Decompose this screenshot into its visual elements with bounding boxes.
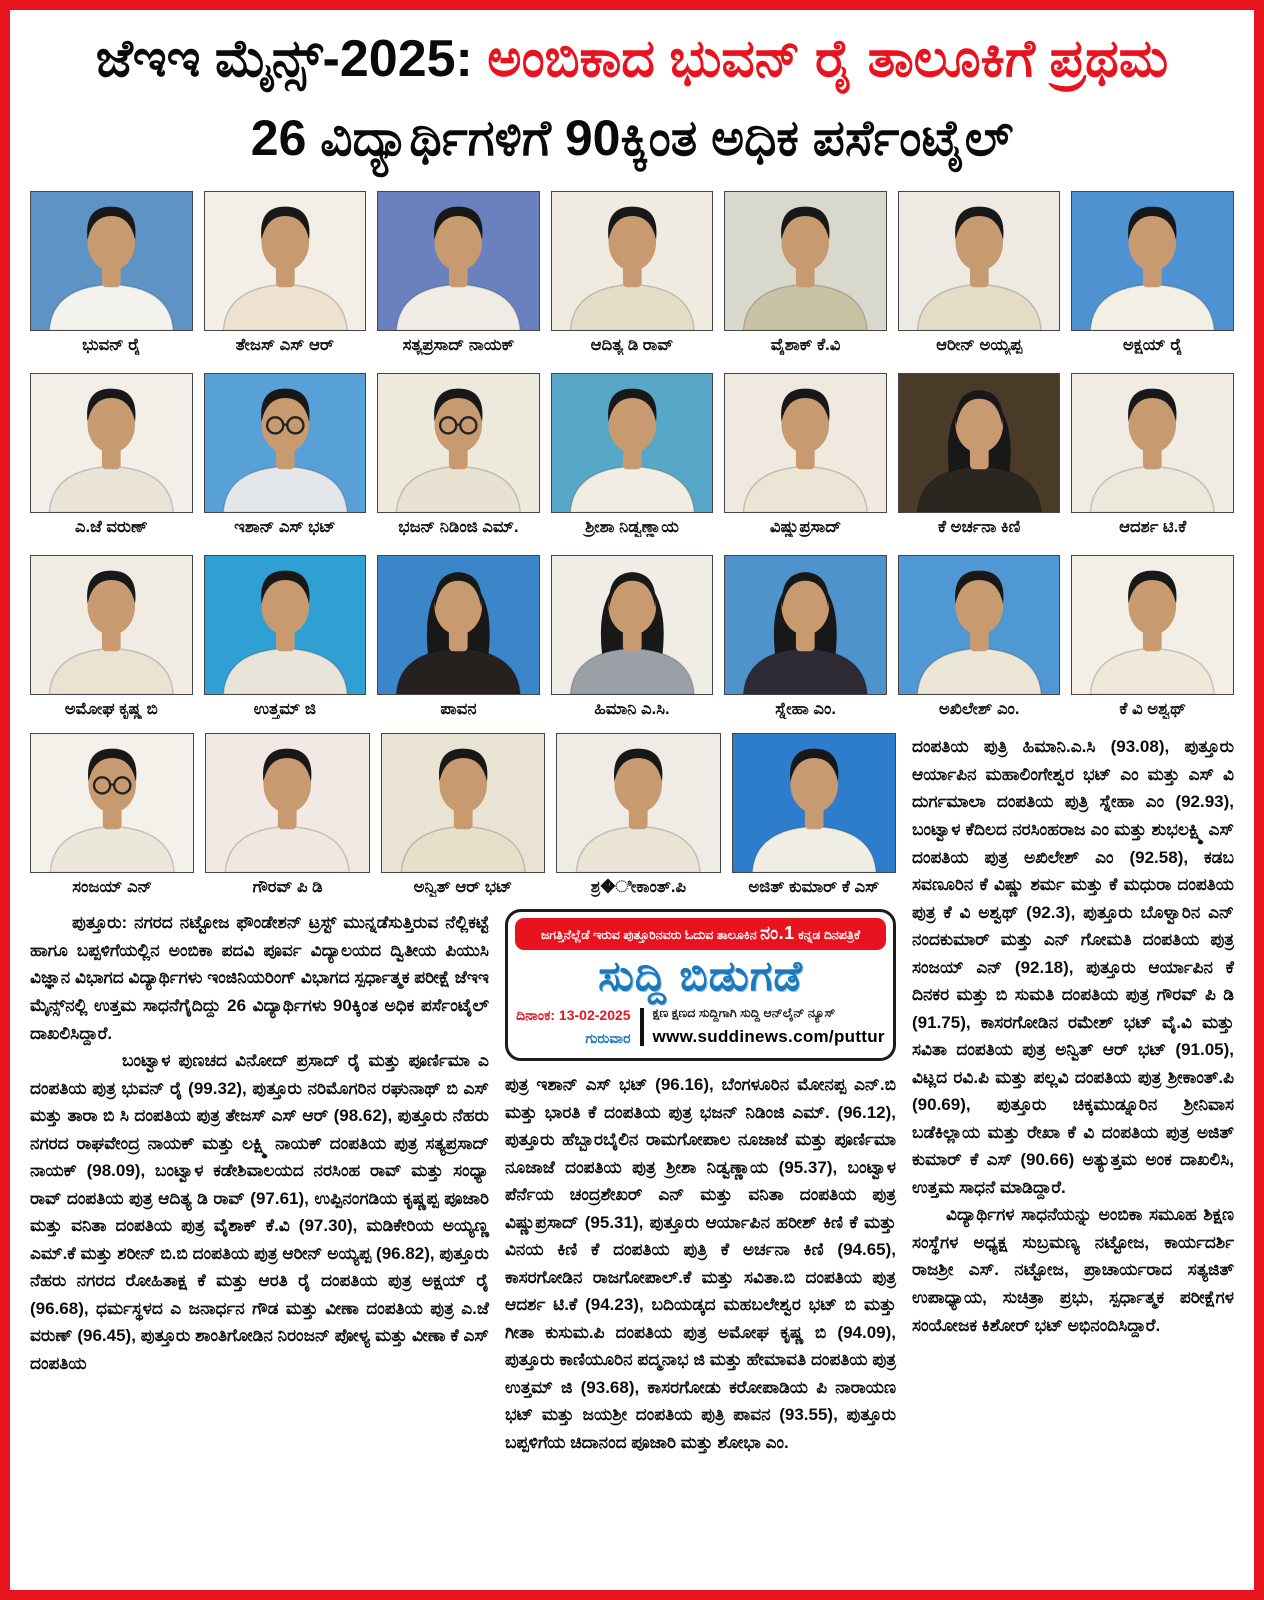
student-name: ಆರೀನ್ ಅಯ್ಯಪ್ಪ	[936, 336, 1023, 355]
student-photo	[724, 373, 887, 513]
student-photo-cell	[898, 373, 1061, 537]
student-name: ಪಾವನ	[440, 700, 477, 719]
student-photo-cell	[1071, 555, 1234, 719]
person-icon	[378, 198, 539, 330]
person-icon	[378, 562, 539, 694]
person-icon	[899, 562, 1060, 694]
person-icon	[31, 198, 192, 330]
student-name: ಅಖಿಲೇಶ್ ಎಂ.	[938, 700, 1020, 719]
student-photo-cell	[377, 555, 540, 719]
student-photo-cell	[551, 555, 714, 719]
student-photo	[204, 191, 367, 331]
student-photo	[551, 373, 714, 513]
student-photo	[1071, 373, 1234, 513]
body-text-columns	[30, 909, 896, 1456]
person-icon	[725, 198, 886, 330]
student-photo	[556, 733, 720, 873]
person-icon	[1072, 198, 1233, 330]
student-photo	[724, 191, 887, 331]
student-photo	[377, 555, 540, 695]
student-photo-cell	[30, 373, 193, 537]
student-photo	[30, 191, 193, 331]
student-photo-cell	[381, 733, 545, 897]
student-photo-cell	[732, 733, 896, 897]
student-photo	[204, 373, 367, 513]
student-name: ಸತ್ಯಪ್ರಸಾದ್ ನಾಯಕ್	[402, 336, 515, 355]
student-photo	[551, 555, 714, 695]
student-name: ಸ್ನೇಹಾ ಎಂ.	[775, 700, 836, 719]
student-name: ಭಜನ್ ನಿಡಿಂಜಿ ಎಮ್.	[398, 518, 519, 537]
body-column-left	[30, 909, 489, 1456]
student-name: ವೈಶಾಕ್ ಕೆ.ವಿ	[770, 336, 841, 355]
photo-grid-row-1	[30, 191, 1234, 355]
student-photo	[898, 373, 1061, 513]
paragraph-congrats: ವಿದ್ಯಾರ್ಥಿಗಳ ಸಾಧನೆಯನ್ನು ಅಂಬಿಕಾ ಸಮೂಹ ಶಿಕ್ಷಣ ಸಂಸ್ಥೆಗಳ ಅಧ್ಯಕ್ಷ ಸುಬ್ರಮಣ್ಯ ನಟ್ಟೋಜ, ಕಾರ್ಯದರ್ಶಿ ರಾಜಶ್ರೀ ಎಸ್. ನಟ್ಟೋಜ, ಪ್ರಾಚಾರ್ಯರಾದ ಸತ್ಯಜಿತ್ ಉಪಾಧ್ಯಾಯ, ಸುಚಿತ್ರಾ ಪ್ರಭು, ಸ್ಪರ್ಧಾತ್ಮಕ ಪರೀಕ್ಷೆಗಳ ಸಂಯೋಜಕ ಕಿಶೋರ್ ಭಟ್ ಅಭಿನಂದಿಸಿದ್ದಾರೆ.	[912, 1205, 1234, 1335]
student-photo-cell	[1071, 373, 1234, 537]
newspaper-masthead: ಸುದ್ದಿ ಬಿಡುಗಡೆ	[598, 951, 803, 999]
student-name: ಗೌರವ್ ಪಿ ಡಿ	[252, 878, 323, 897]
student-photo	[205, 733, 369, 873]
photo-grid-row-2	[30, 373, 1234, 537]
headline-line1-black: ಜೆಇಇ ಮೈನ್ಸ್-2025:	[95, 30, 473, 88]
student-name: ಅನ್ವಿತ್ ಆರ್ ಭಟ್	[413, 878, 513, 897]
student-name: ಆದಿತ್ಯ ಡಿ ರಾವ್	[590, 336, 674, 355]
headline-line1	[30, 22, 1234, 97]
person-icon	[378, 380, 539, 512]
student-name: ಆದರ್ಶ ಟಿ.ಕೆ	[1119, 518, 1187, 537]
student-photo-cell	[205, 733, 369, 897]
headline-line1-red: ಅಂಬಿಕಾದ ಭುವನ್ ರೈ ತಾಲೂಕಿಗೆ ಪ್ರಥಮ	[472, 30, 1169, 88]
headline-line2: 26 ವಿದ್ಯಾರ್ಥಿಗಳಿಗೆ 90ಕ್ಕಿಂತ ಅಧಿಕ ಪರ್ಸೆಂಟೈಲ್	[250, 110, 1014, 167]
student-photo	[898, 191, 1061, 331]
student-photo-cell	[551, 373, 714, 537]
bottom-left-area	[30, 733, 896, 1456]
student-photo-cell	[724, 555, 887, 719]
student-photo	[30, 373, 193, 513]
body-column-middle	[505, 909, 896, 1456]
person-icon	[899, 380, 1060, 512]
paragraph-intro: ಪುತ್ತೂರು: ನಗರದ ನಟ್ಟೋಜ ಫೌಂಡೇಶನ್ ಟ್ರಸ್ಟ್ ಮುನ್ನಡೆಸುತ್ತಿರುವ ನೆಲ್ಲಿಕಟ್ಟೆ ಹಾಗೂ ಬಪ್ಪಳಿಗೆಯಲ್ಲಿನ ಅಂಬಿಕಾ ಪದವಿ ಪೂರ್ವ ವಿದ್ಯಾಲಯದ ದ್ವಿತೀಯ ಪಿಯುಸಿ ವಿಜ್ಞಾನ ವಿಭಾಗದ ವಿದ್ಯಾರ್ಥಿಗಳು ಇಂಜಿನಿಯರಿಂಗ್ ವಿಭಾಗದ ಸ್ಪರ್ಧಾತ್ಮಕ ಪರೀಕ್ಷೆ ಜೆಇಇ ಮೈನ್ಸ್‌ನಲ್ಲಿ ಉತ್ತಮ ಸಾಧನೆಗೈದಿದ್ದು 26 ವಿದ್ಯಾರ್ಥಿಗಳು 90ಕ್ಕಿಂತ ಅಧಿಕ ಪರ್ಸೆಂಟೈಲ್ ದಾಖಲಿಸಿದ್ದಾರೆ.	[30, 913, 489, 1043]
student-photo	[377, 191, 540, 331]
student-name: ಶ್ರ�ೀಕಾಂತ್.ಪಿ	[590, 878, 687, 897]
student-photo-cell	[1071, 191, 1234, 355]
logo-banner-text-post: ಕನ್ನಡ ದಿನಪತ್ರಿಕೆ	[794, 928, 861, 943]
student-name: ಅಕ್ಷಯ್ ರೈ	[1122, 336, 1183, 355]
logo-tagline-block	[653, 1003, 885, 1051]
student-photo-cell	[30, 555, 193, 719]
student-photo	[30, 733, 194, 873]
logo-day: ಗುರುವಾರ	[585, 1030, 631, 1047]
student-name: ಉತ್ತಮ್ ಜಿ	[253, 700, 316, 719]
person-icon	[552, 198, 713, 330]
logo-tagline: ಕ್ಷಣ ಕ್ಷಣದ ಸುದ್ದಿಗಾಗಿ ಸುದ್ದಿ ಆನ್‌ಲೈನ್ ನ್ಯೂಸ್	[652, 1006, 836, 1021]
person-icon	[205, 198, 366, 330]
student-name: ವಿಷ್ಣುಪ್ರಸಾದ್	[769, 518, 842, 537]
student-photo-cell	[551, 191, 714, 355]
logo-date-block	[516, 1004, 630, 1049]
student-name: ಕೆ ವಿ ಅಶ್ವಥ್	[1119, 700, 1187, 719]
person-icon	[899, 198, 1060, 330]
paragraph-results-3: ದಂಪತಿಯ ಪುತ್ರಿ ಹಿಮಾನಿ.ಎ.ಸಿ (93.08), ಪುತ್ತೂರು ಆರ್ಯಾಪಿನ ಮಹಾಲಿಂಗೇಶ್ವರ ಭಟ್ ಎಂ ಮತ್ತು ಎಸ್ ವಿ ದುರ್ಗಮಾಲಾ ದಂಪತಿಯ ಪುತ್ರಿ ಸ್ನೇಹಾ ಎಂ (92.93), ಬಂಟ್ವಾಳ ಕೆದಿಲದ ನರಸಿಂಹರಾಜ ಎಂ ಮತ್ತು ಶುಭಲಕ್ಷ್ಮಿ ಎಸ್ ದಂಪತಿಯ ಪುತ್ರ ಅಖಿಲೇಶ್ ಎಂ (92.58), ಕಡಬ ಸವಣೂರಿನ ಕೆ ವಿಷ್ಣು ಶರ್ಮ ಮತ್ತು ಕೆ ಮಧುರಾ ದಂಪತಿಯ ಪುತ್ರ ಕೆ ವಿ ಅಶ್ವಥ್ (92.3), ಪುತ್ತೂರು ಬೊಳ್ವಾರಿನ ಎನ್ ನಂದಕುಮಾರ್ ಮತ್ತು ಎನ್ ಗೋಮತಿ ದಂಪತಿಯ ಪುತ್ರ ಸಂಜಯ್ ಎನ್ (92.18), ಪುತ್ತೂರು ಆರ್ಯಾಪಿನ ಕೆ ದಿನಕರ ಮತ್ತು ಬಿ ಸುಮತಿ ದಂಪತಿಯ ಪುತ್ರ ಗೌರವ್ ಪಿ ಡಿ (91.75), ಕಾಸರಗೋಡಿನ ರಮೇಶ್ ಭಟ್ ವೈ.ವಿ ಮತ್ತು ಸವಿತಾ ದಂಪತಿಯ ಪುತ್ರ ಅನ್ವಿತ್ ಆರ್ ಭಟ್ (91.05), ವಿಟ್ಲದ ರವಿ.ಪಿ ಮತ್ತು ಪಲ್ಲವಿ ದಂಪತಿಯ ಪುತ್ರ ಶ್ರೀಕಾಂತ್.ಪಿ (90.69), ಪುತ್ತೂರು ಚಿಕ್ಕಮುಡ್ನೂರಿನ ಶ್ರೀನಿವಾಸ ಬಡೆಕಿಲ್ಲಾಯ ಮತ್ತು ರೇಖಾ ಕೆ ವಿ ದಂಪತಿಯ ಪುತ್ರ ಅಜಿತ್ ಕುಮಾರ್ ಕೆ ಎಸ್ (90.66) ಅತ್ಯುತ್ತಮ ಅಂಕ ದಾಖಲಿಸಿ, ಉತ್ತಮ ಸಾಧನೆ ಮಾಡಿದ್ದಾರೆ.	[912, 737, 1234, 1197]
student-name: ಇಶಾನ್ ಎಸ್ ಭಟ್	[234, 518, 336, 537]
student-photo-cell	[556, 733, 720, 897]
logo-bottom-row	[515, 1003, 886, 1051]
student-name: ಅಮೋಘ ಕೃಷ್ಣ ಬಿ	[64, 700, 158, 719]
student-photo-cell	[30, 733, 194, 897]
person-icon	[725, 380, 886, 512]
student-name: ಎ.ಜೆ ವರುಣ್	[74, 518, 148, 537]
student-photo-cell	[724, 191, 887, 355]
student-photo	[1071, 191, 1234, 331]
person-icon	[557, 740, 719, 872]
logo-website-url: www.suddinews.com/puttur	[652, 1027, 885, 1047]
headline	[30, 22, 1234, 173]
student-photo	[1071, 555, 1234, 695]
newspaper-logo-box	[505, 909, 896, 1061]
person-icon	[205, 380, 366, 512]
person-icon	[552, 562, 713, 694]
student-photo-cell	[898, 191, 1061, 355]
logo-banner	[515, 918, 886, 950]
student-name: ಅಜಿತ್ ಕುಮಾರ್ ಕೆ ಎಸ್	[748, 878, 880, 897]
person-icon	[31, 740, 193, 872]
person-icon	[382, 740, 544, 872]
logo-divider	[640, 1008, 644, 1046]
student-name: ಹಿಮಾನಿ ಎ.ಸಿ.	[594, 700, 670, 719]
logo-banner-no1: ನಂ.1	[760, 923, 795, 944]
student-photo	[898, 555, 1061, 695]
student-name: ಶ್ರೀಶಾ ನಿಡ್ವಣ್ಣಾಯ	[585, 518, 679, 537]
bottom-section	[30, 733, 1234, 1456]
student-photo-cell	[377, 191, 540, 355]
student-photo-cell	[204, 555, 367, 719]
student-photo-cell	[377, 373, 540, 537]
student-photo-cell	[30, 191, 193, 355]
student-photo-cell	[898, 555, 1061, 719]
student-photo	[204, 555, 367, 695]
student-photo-cell	[204, 373, 367, 537]
person-icon	[725, 562, 886, 694]
logo-banner-text-pre: ಜಗತ್ತಿನೆಲ್ಲೆಡೆ ಇರುವ ಪುತ್ತೂರಿನವರು ಓದುವ ತಾಲೂಕಿನ	[540, 928, 761, 943]
person-icon	[1072, 562, 1233, 694]
photo-grid-row-3	[30, 555, 1234, 719]
person-icon	[733, 740, 895, 872]
student-name: ಸಂಜಯ್ ಎನ್	[72, 878, 153, 897]
person-icon	[31, 562, 192, 694]
photo-grid-row-4	[30, 733, 896, 897]
person-icon	[1072, 380, 1233, 512]
student-photo	[732, 733, 896, 873]
logo-date: ದಿನಾಂಕ: 13-02-2025	[516, 1007, 631, 1024]
student-photo	[724, 555, 887, 695]
paragraph-results-2: ಪುತ್ರ ಇಶಾನ್ ಎಸ್ ಭಟ್ (96.16), ಬೆಂಗಳೂರಿನ ಮೋನಪ್ಪ ಎನ್.ಬಿ ಮತ್ತು ಭಾರತಿ ಕೆ ದಂಪತಿಯ ಪುತ್ರ ಭಜನ್ ನಿಡಿಂಜಿ ಎಮ್. (96.12), ಪುತ್ತೂರು ಹೆಬ್ಬಾರಬೈಲಿನ ರಾಮಗೋಪಾಲ ನೂಜಾಜೆ ಮತ್ತು ಪೂರ್ಣಿಮಾ ನೂಜಾಜೆ ದಂಪತಿಯ ಪುತ್ರ ಶ್ರೀಶಾ ನಿಡ್ವಣ್ಣಾಯ (95.37), ಬಂಟ್ವಾಳ ಪೆರ್ನೆಯ ಚಂದ್ರಶೇಖರ್ ಎನ್ ಮತ್ತು ವನಿತಾ ದಂಪತಿಯ ಪುತ್ರ ವಿಷ್ಣುಪ್ರಸಾದ್ (95.31), ಪುತ್ತೂರು ಆರ್ಯಾಪಿನ ಹರೀಶ್ ಕಿಣಿ ಕೆ ಮತ್ತು ವಿನಯ ಕಿಣಿ ಕೆ ದಂಪತಿಯ ಪುತ್ರಿ ಕೆ ಅರ್ಚನಾ ಕಿಣಿ (94.65), ಕಾಸರಗೋಡಿನ ರಾಜಗೋಪಾಲ್.ಕೆ ಮತ್ತು ಸವಿತಾ.ಬಿ ದಂಪತಿಯ ಪುತ್ರ ಆದರ್ಶ ಟಿ.ಕೆ (94.23), ಬದಿಯಡ್ಕದ ಮಹಬಲೇಶ್ವರ ಭಟ್ ಬಿ ಮತ್ತು ಗೀತಾ ಕುಸುಮ.ಪಿ ದಂಪತಿಯ ಪುತ್ರ ಅಮೋಘ ಕೃಷ್ಣ ಬಿ (94.09), ಪುತ್ತೂರು ಕಾಣಿಯೂರಿನ ಪದ್ಮನಾಭ ಜಿ ಮತ್ತು ಹೇಮಾವತಿ ದಂಪತಿಯ ಪುತ್ರ ಉತ್ತಮ್ ಜಿ (93.68), ಕಾಸರಗೋಡು ಕರೋಪಾಡಿಯ ಪಿ ನಾರಾಯಣ ಭಟ್ ಮತ್ತು ಜಯಶ್ರೀ ದಂಪತಿಯ ಪುತ್ರಿ ಪಾವನ (93.55), ಪುತ್ತೂರು ಬಪ್ಪಳಿಗೆಯ ಚಿದಾನಂದ ಪೂಜಾರಿ ಮತ್ತು ಶೋಭಾ ಎಂ.	[504, 1074, 896, 1452]
person-icon	[205, 562, 366, 694]
student-name: ಕೆ ಅರ್ಚನಾ ಕಿಣಿ	[937, 518, 1021, 537]
paragraph-results-1: ಬಂಟ್ವಾಳ ಪುಣಚದ ವಿನೋದ್ ಪ್ರಸಾದ್ ರೈ ಮತ್ತು ಪೂರ್ಣಿಮಾ ಎ ದಂಪತಿಯ ಪುತ್ರ ಭುವನ್ ರೈ (99.32), ಪುತ್ತೂರು ನರಿಮೊಗರಿನ ರಘುನಾಥ್ ಬಿ ಎಸ್ ಮತ್ತು ತಾರಾ ಬಿ ಸಿ ದಂಪತಿಯ ಪುತ್ರ ತೇಜಸ್ ಎಸ್ ಆರ್ (98.62), ಪುತ್ತೂರು ನೆಹರು ನಗರದ ರಾಘವೇಂದ್ರ ನಾಯಕ್ ಮತ್ತು ಲಕ್ಷ್ಮಿ ನಾಯಕ್ ದಂಪತಿಯ ಪುತ್ರ ಸತ್ಯಪ್ರಸಾದ್ ನಾಯಕ್ (98.09), ಬಂಟ್ವಾಳ ಕಡೇಶಿವಾಲಯದ ನರಸಿಂಹ ರಾವ್ ಮತ್ತು ಸಂಧ್ಯಾ ರಾವ್ ದಂಪತಿಯ ಪುತ್ರ ಆದಿತ್ಯ ಡಿ ರಾವ್ (97.61), ಉಪ್ಪಿನಂಗಡಿಯ ಕೃಷ್ಣಪ್ಪ ಪೂಜಾರಿ ಮತ್ತು ವನಿತಾ ದಂಪತಿಯ ಪುತ್ರ ವೈಶಾಕ್ ಕೆ.ವಿ (97.30), ಮಡಿಕೇರಿಯ ಅಯ್ಯಣ್ಣ ಎಮ್.ಕೆ ಮತ್ತು ಶರೀನ್ ಬಿ.ಬಿ ದಂಪತಿಯ ಪುತ್ರ ಆರೀನ್ ಅಯ್ಯಪ್ಪ (96.82), ಪುತ್ತೂರು ನೆಹರು ನಗರದ ರೋಹಿತಾಕ್ಷ ಕೆ ಮತ್ತು ಆರತಿ ರೈ ದಂಪತಿಯ ಪುತ್ರ ಅಕ್ಷಯ್ ರೈ (96.68), ಧರ್ಮಸ್ಥಳದ ಎ ಜನಾರ್ಧನ ಗೌಡ ಮತ್ತು ವೀಣಾ ದಂಪತಿಯ ಪುತ್ರ ಎ.ಜೆ ವರುಣ್ (96.45), ಪುತ್ತೂರು ಶಾಂತಿಗೋಡಿನ ನಿರಂಜನ್ ಪೋಳ್ಯ ಮತ್ತು ವೀಣಾ ಕೆ ಎಸ್ ದಂಪತಿಯ	[30, 1051, 489, 1373]
body-column-right	[912, 733, 1234, 1339]
student-name: ತೇಜಸ್ ಎಸ್ ಆರ್	[235, 336, 334, 355]
student-photo	[381, 733, 545, 873]
student-photo-cell	[204, 191, 367, 355]
student-photo	[551, 191, 714, 331]
person-icon	[31, 380, 192, 512]
student-photo-cell	[724, 373, 887, 537]
person-icon	[552, 380, 713, 512]
person-icon	[206, 740, 368, 872]
student-photo	[30, 555, 193, 695]
student-name: ಭುವನ್ ರೈ	[82, 336, 141, 355]
student-photo	[377, 373, 540, 513]
